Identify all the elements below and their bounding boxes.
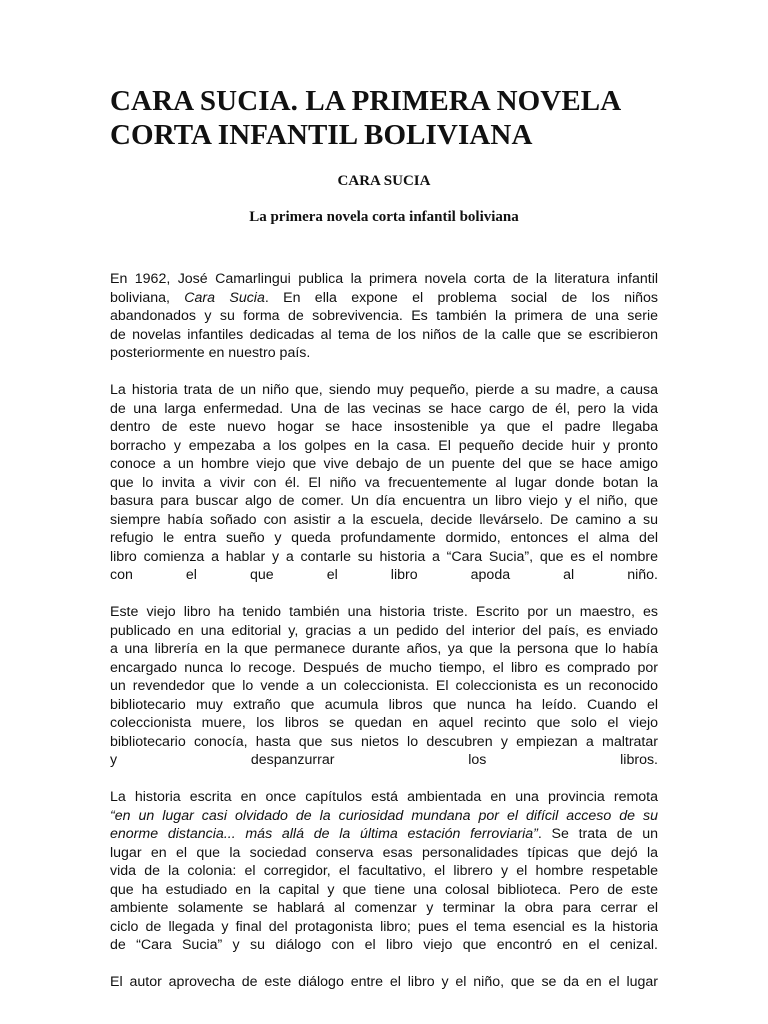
text-line: libro comienza a hablar y a contarle su historia a “Cara Sucia”, que es el nombre [110,548,658,565]
text-line: La historia trata de un niño que, siendo muy pequeño, pierde a su madre, a causa [110,382,658,398]
italic-quote: “en un lugar casi olvidado de la curiosidad mundana por el difícil acceso de su [110,807,658,824]
text-line: publicado en una editorial y, gracias a un pedido del interior del país, es enviado [110,622,658,639]
text-run: . Se trata de un [537,826,658,842]
text-line: de novelas infantiles dedicadas al tema de los niños de la calle que se escribieron [110,326,658,343]
subtitle-primera-novela: La primera novela corta infantil boliviana [249,209,519,225]
text-line [110,807,658,826]
text-line: borracho y empezaba a los golpes en la casa. El pequeño decide huir y pronto [110,437,658,454]
text-line: ciclo de llegada y final del protagonista libro; pues el tema esencial es la historia [110,918,658,935]
text-line: lugar en el que la sociedad conserva esas personalidades típicas que dejó la [110,844,658,861]
text-line: La historia escrita en once capítulos está ambientada en una provincia remota [110,789,658,805]
text-run: . En ella expone el problema social de los niños [264,289,659,306]
text-line: a una librería en la que permanece durante años, ya que la persona que lo había [110,641,658,657]
text-line: En 1962, José Camarlingui publica la primera novela corta de la literatura infantil [110,271,658,287]
text-line: con el que el libro apoda al niño. [110,567,658,583]
text-line: vida de la colonia: el corregidor, el facultativo, el librero y el hombre respetable [110,863,658,879]
text-line: de “Cara Sucia” y su diálogo con el libro viejo que encontró en el cenizal. [110,937,658,953]
text-line: y despanzurrar los libros. [110,752,658,768]
text-line: bibliotecario muy extraño que acumula libros que nunca ha leído. Cuando el [110,696,658,713]
text-line: posteriormente en nuestro país. [110,345,311,361]
text-line: bibliotecario conocía, hasta que sus nietos lo descubren y empiezan a maltratar [110,733,658,750]
text-line: siempre había soñado con asistir a la escuela, decide llevárselo. De camino a su [110,511,658,528]
text-line: conoce a un hombre viejo que vive debajo de un puente del que se hace amigo [110,456,658,472]
text-run: boliviana, [110,289,185,306]
text-line: de una larga enfermedad. Una de las vecinas se hace cargo de él, pero la vida [110,400,658,417]
subtitle-cara-sucia: CARA SUCIA [337,173,431,189]
text-line: refugio le entra sueño y queda profundamente dormido, entonces el alma del [110,530,658,546]
paragraph-1 [110,270,658,363]
document-title: CARA SUCIA. LA PRIMERA NOVELA CORTA INFANTIL BOLIVIANA [110,85,620,151]
text-line: que ha estudiado en la capital y que tiene una colosal biblioteca. Pero de este [110,881,658,898]
paragraph-5 [110,973,658,992]
italic-quote: enorme distancia... más allá de la última estación ferroviaria” [110,826,538,842]
paragraph-2 [110,381,658,585]
text-line: Este viejo libro ha tenido también una historia triste. Escrito por un maestro, es [110,604,658,620]
text-line: encargado nunca lo recoge. Después de mucho tiempo, el libro es comprado por [110,659,658,676]
text-line: abandonados y su forma de sobrevivencia. Es también la primera de una serie [110,308,658,324]
document-page [110,84,658,1010]
paragraph-4 [110,788,658,955]
text-line: coleccionista muere, los libros se quedan en aquel recinto que solo el viejo [110,715,658,731]
italic-title: Cara Sucia [184,289,265,306]
text-line: dentro de este nuevo hogar se hace insostenible ya que el padre llegaba [110,419,658,435]
text-line: que lo invita a vivir con él. El niño va frecuentemente al lugar donde botan la [110,474,658,491]
text-line [110,825,658,844]
text-line: basura para buscar algo de comer. Un día encuentra un libro viejo y el niño, que [110,493,658,509]
text-line: El autor aprovecha de este diálogo entre el libro y el niño, que se da en el lugar [110,974,658,990]
text-line: un revendedor que lo vende a un coleccionista. El coleccionista es un reconocido [110,678,658,694]
paragraph-3 [110,603,658,770]
document-body [110,270,658,992]
text-line [110,289,658,308]
text-line: ambiente solamente se hablará al comenzar y terminar la obra para cerrar el [110,900,658,916]
